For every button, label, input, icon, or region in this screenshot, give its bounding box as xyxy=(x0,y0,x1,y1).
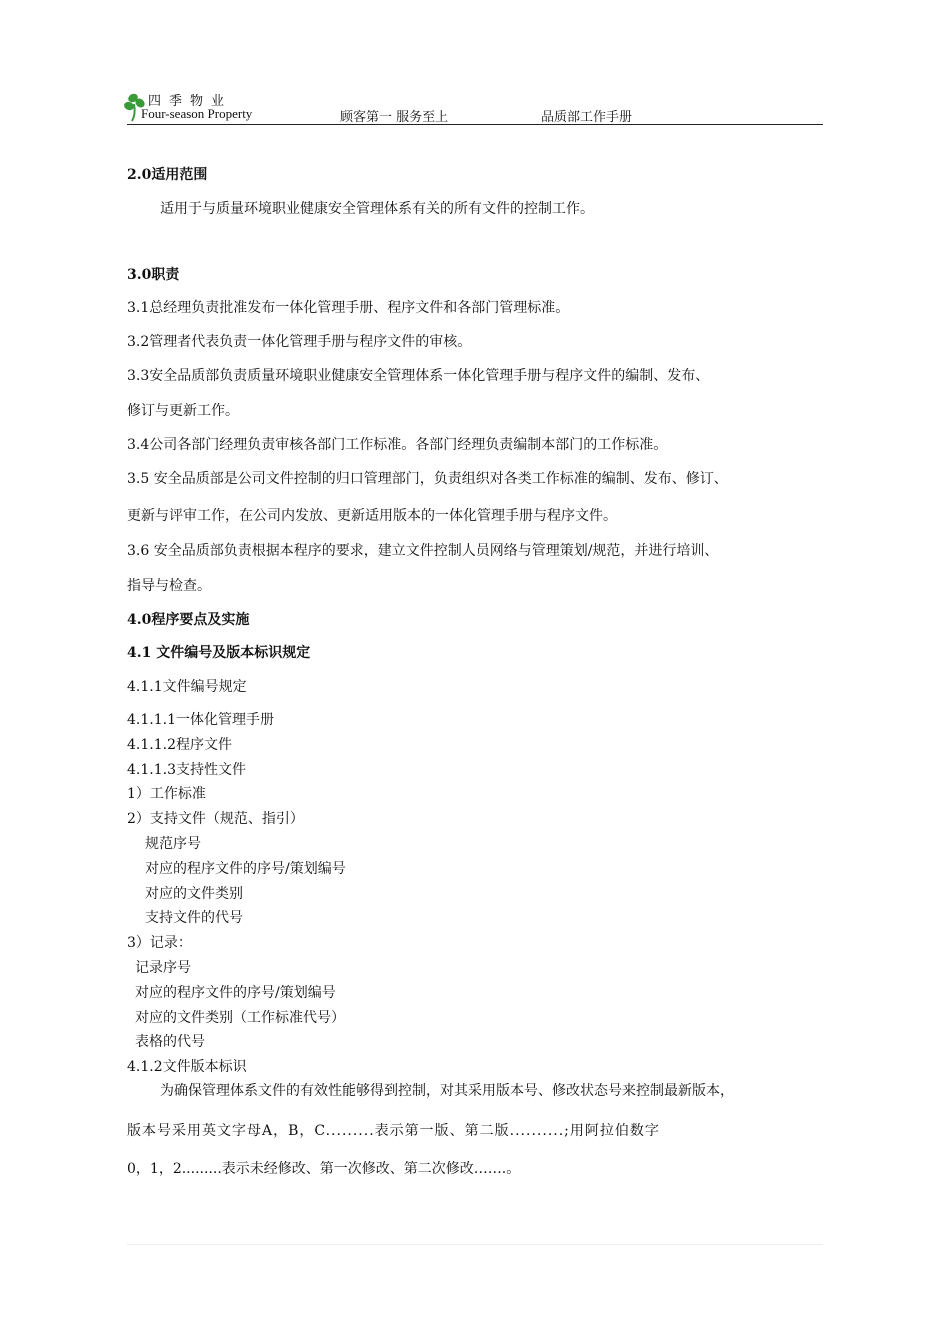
logo-english-text: Four-season Property xyxy=(141,106,253,121)
list-item: 3）记录： xyxy=(127,935,192,951)
list-item: 记录序号 xyxy=(135,960,191,976)
list-item: 4.1.1.1一体化管理手册 xyxy=(127,712,274,728)
footer-divider xyxy=(127,1244,823,1245)
paragraph-line: 4.1.1文件编号规定 xyxy=(127,679,247,695)
list-item: 对应的文件类别 xyxy=(145,886,243,902)
section-heading: 4.0程序要点及实施 xyxy=(127,612,250,628)
paragraph-line: 指导与检查。 xyxy=(127,578,211,594)
list-item: 表格的代号 xyxy=(135,1034,205,1050)
paragraph-line: 修订与更新工作。 xyxy=(127,403,239,419)
section-heading: 2.0适用范围 xyxy=(127,167,208,183)
paragraph-line: 为确保管理体系文件的有效性能够得到控制，对其采用版本号、修改状态号来控制最新版本， xyxy=(160,1083,734,1099)
header-slogan: 顾客第一 服务至上 xyxy=(340,110,449,125)
list-item: 对应的程序文件的序号/策划编号 xyxy=(135,985,336,1001)
paragraph-line: 更新与评审工作，在公司内发放、更新适用版本的一体化管理手册与程序文件。 xyxy=(127,508,617,524)
paragraph-line: 版本号采用英文字母A，B，C.........表示第一版、第二版..........;用阿拉伯数字 xyxy=(127,1123,660,1139)
paragraph-line: 3.3安全品质部负责质量环境职业健康安全管理体系一体化管理手册与程序文件的编制、发布、 xyxy=(127,368,710,384)
list-item: 规范序号 xyxy=(145,836,201,852)
paragraph-line: 3.6 安全品质部负责根据本程序的要求，建立文件控制人员网络与管理策划/规范，并进行培训、 xyxy=(127,543,719,559)
list-item: 支持文件的代号 xyxy=(145,910,243,926)
list-item: 对应的程序文件的序号/策划编号 xyxy=(145,861,346,877)
list-item: 对应的文件类别（工作标准代号） xyxy=(135,1010,345,1026)
page-header xyxy=(127,88,823,125)
subsection-heading: 4.1 文件编号及版本标识规定 xyxy=(127,645,311,661)
logo-chinese-text: 四季物业 xyxy=(148,94,233,109)
subsection-heading: 4.1.2文件版本标识 xyxy=(127,1059,247,1075)
paragraph-line: 0，1，2.........表示未经修改、第一次修改、第二次修改…….。 xyxy=(127,1161,521,1177)
list-item: 2）支持文件（规范、指引） xyxy=(127,811,304,827)
paragraph-line: 3.1总经理负责批准发布一体化管理手册、程序文件和各部门管理标准。 xyxy=(127,300,570,316)
list-item: 1）工作标准 xyxy=(127,786,206,802)
paragraph-line: 适用于与质量环境职业健康安全管理体系有关的所有文件的控制工作。 xyxy=(160,201,594,217)
header-manual-title: 品质部工作手册 xyxy=(541,110,633,125)
paragraph-line: 3.4公司各部门经理负责审核各部门工作标准。各部门经理负责编制本部门的工作标准。 xyxy=(127,437,668,453)
list-item: 4.1.1.2程序文件 xyxy=(127,737,232,753)
paragraph-line: 3.5 安全品质部是公司文件控制的归口管理部门，负责组织对各类工作标准的编制、发布、修订、 xyxy=(127,471,728,487)
list-item: 4.1.1.3支持性文件 xyxy=(127,762,246,778)
paragraph-line: 3.2管理者代表负责一体化管理手册与程序文件的审核。 xyxy=(127,334,472,350)
section-heading: 3.0职责 xyxy=(127,267,180,283)
